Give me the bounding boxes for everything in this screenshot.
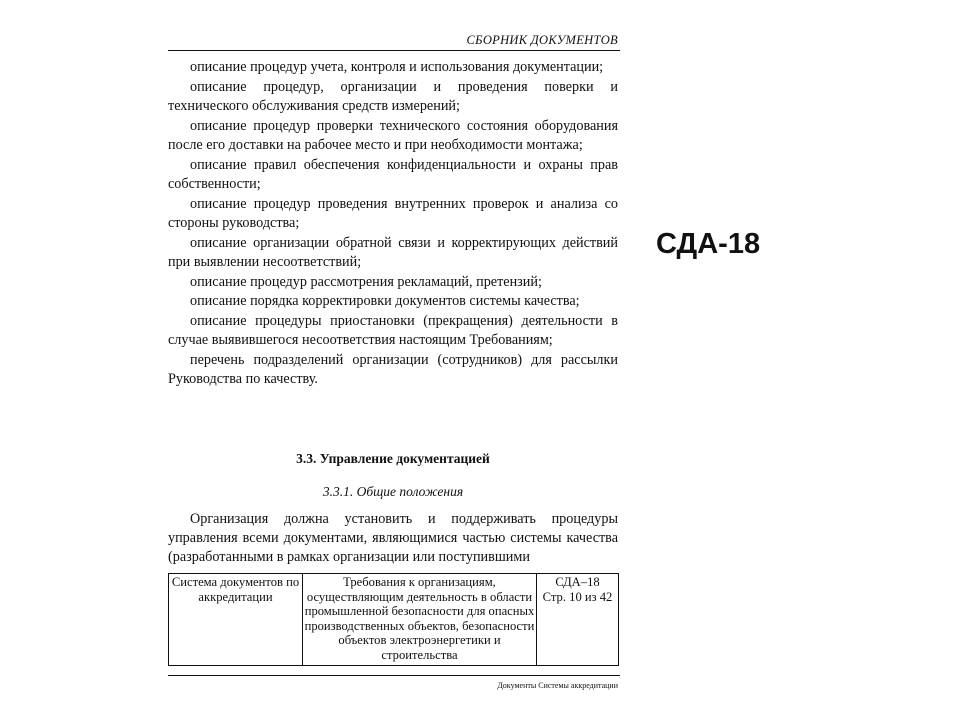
list-item: описание процедур проверки технического состояния оборудования после его доставки на рабочее место и при необходимости монтажа; [168, 117, 618, 153]
list-item: описание процедур проведения внутренних проверок и анализа со стороны руководства; [168, 195, 618, 231]
footer-cell-system: Система документов по аккредитации [169, 574, 303, 666]
footer-code: СДА–18 [555, 575, 600, 589]
running-header: СБОРНИК ДОКУМЕНТОВ [466, 33, 618, 47]
side-label: СДА-18 [656, 228, 761, 260]
list-item: описание процедуры приостановки (прекращения) деятельности в случае выявившегося несоответствия настоящим Требованиям; [168, 312, 618, 348]
section-heading: 3.3. Управление документацией [296, 451, 490, 466]
footer-page-number: Стр. 10 из 42 [542, 589, 613, 604]
list-item: описание порядка корректировки документов системы качества; [190, 293, 580, 309]
list-item: описание организации обратной связи и корректирующих действий при выявлении несоответствий; [168, 234, 618, 270]
list-body [168, 58, 618, 390]
list-item: описание процедур учета, контроля и использования документации; [190, 59, 604, 75]
bottom-caption: Документы Системы аккредитации [497, 681, 618, 690]
footer-table [168, 573, 619, 666]
header-rule [168, 50, 620, 51]
list-item: перечень подразделений организации (сотрудников) для рассылки Руководства по качеству. [168, 351, 618, 387]
section-paragraph: Организация должна установить и поддерживать процедуры управления всеми документами, являющимися частью системы качества (разработанными в рамках организации или поступившими [168, 511, 618, 565]
list-item: описание правил обеспечения конфиденциальности и охраны прав собственности; [168, 156, 618, 192]
bottom-rule [168, 675, 620, 676]
document-page [168, 0, 620, 720]
list-item: описание процедур, организации и проведения поверки и технического обслуживания средств измерений; [168, 78, 618, 114]
subsection-heading: 3.3.1. Общие положения [322, 484, 464, 499]
footer-cell-code [537, 574, 619, 666]
footer-cell-requirements: Требования к организациям, осуществляющим деятельность в области промышленной безопасности для опасных производственных объектов, безопасности объектов электроэнергетики и строительства [303, 574, 537, 666]
list-item: описание процедур рассмотрения рекламаций, претензий; [190, 273, 542, 290]
